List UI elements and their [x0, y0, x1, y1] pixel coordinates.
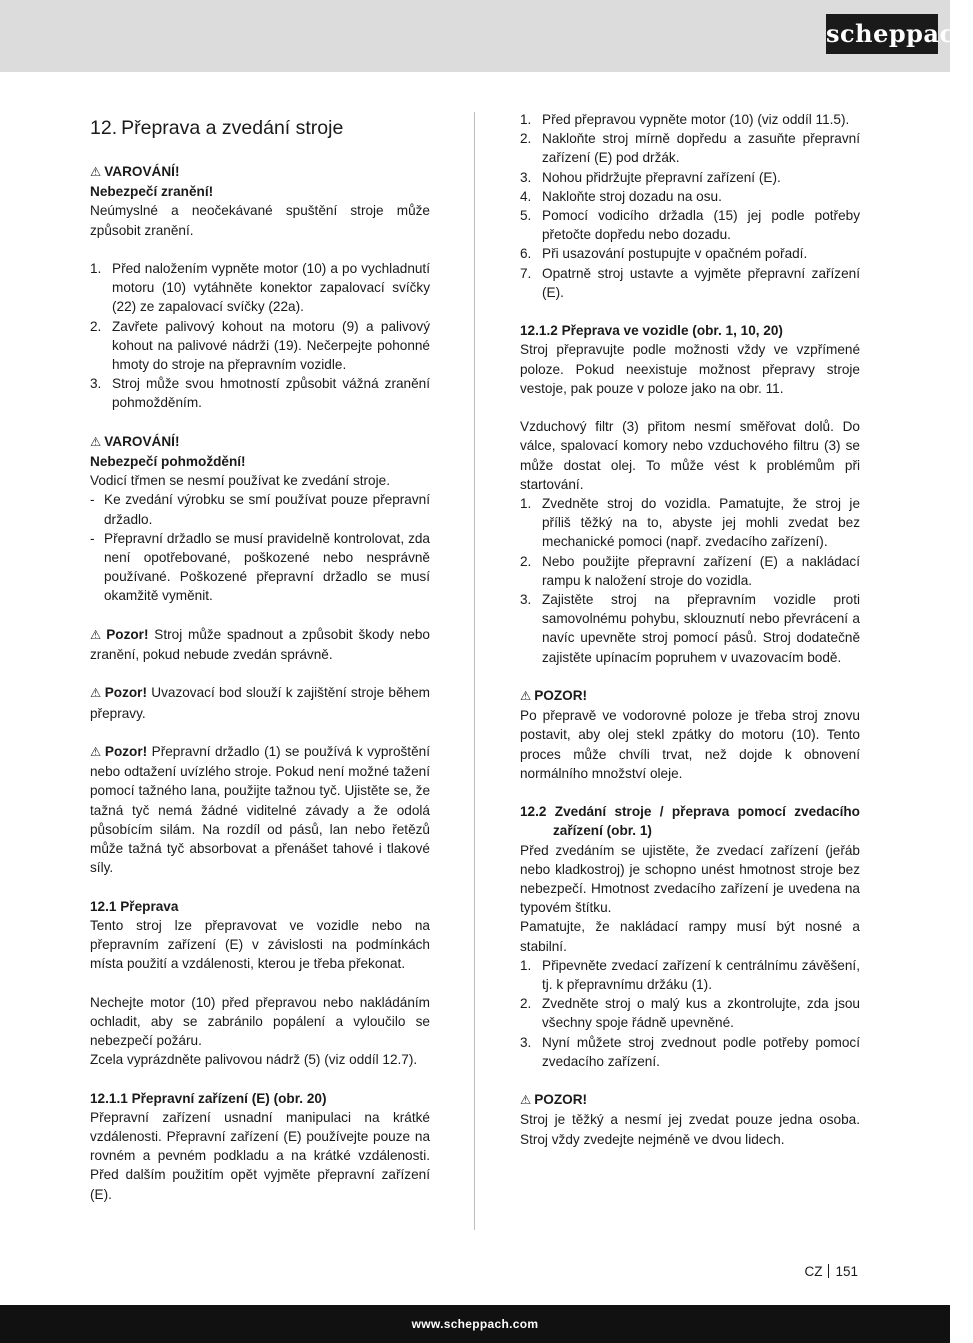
caution-heading: ⚠ POZOR! — [520, 688, 588, 704]
right-column — [520, 110, 860, 1149]
list-item: 1. Zvedněte stroj do vozidla. Pamatujte, že stroj je příliš těžký na to, abyste jej mohli zvedat bez mechanické pomoci (např. zvedacího zařízení). — [520, 496, 860, 550]
caution-note: ⚠ Pozor! Stroj může spadnout a způsobit škody nebo zranění, pokud nebude zvedán správně. — [90, 626, 430, 663]
warning-dash-list — [90, 490, 430, 605]
subsection-heading: 12.1.1 Přepravní zařízení (E) (obr. 20) — [90, 1090, 327, 1106]
list-item: 2. Nebo použijte přepravní zařízení (E) a nakládací rampu k naložení stroje do vozidla. — [520, 553, 860, 588]
list-item: 5. Pomocí vodicího držadla (15) jej podle potřeby přetočte dopředu nebo dozadu. — [520, 208, 860, 243]
list-item: 1. Před přepravou vypněte motor (10) (viz oddíl 11.5). — [520, 112, 850, 127]
warning-triangle-icon: ⚠ — [90, 686, 102, 701]
header-bar — [0, 0, 973, 72]
list-item: 7. Opatrně stroj ustavte a vyjměte přepravní zařízení (E). — [520, 265, 860, 300]
paragraph: Tento stroj lze přepravovat ve vozidle nebo na přepravním zařízení (E) v závislosti na podmínkách místa použití a vzdálenosti, kterou je třeba překonat. — [90, 917, 430, 972]
warning-subheading: Nebezpečí zranění! — [90, 184, 214, 200]
page-number-value: 151 — [835, 1264, 858, 1279]
subsection-heading: 12.2 Zvedání stroje / přeprava pomocí zvedacího zařízení (obr. 1) — [520, 804, 860, 839]
list-item: 3. Stroj může svou hmotností způsobit vážná zranění pohmožděním. — [90, 376, 430, 411]
vehicle-steps-list — [520, 494, 860, 667]
list-item: - Ke zvedání výrobku se smí používat pouze přepravní držadlo. — [90, 492, 430, 527]
list-item: 3. Nohou přidržujte přepravní zařízení (E). — [520, 169, 781, 185]
paragraph: Přepravní zařízení usnadní manipulaci na krátké vzdálenosti. Přepravní zařízení (E) používejte pouze na rovném a pevném podkladu a na krátké vzdálenosti. Před dalším použitím opět vyjměte přepravní zařízení (E). — [90, 1109, 430, 1202]
column-divider — [474, 112, 475, 1230]
list-item: 6. Při usazování postupujte v opačném pořadí. — [520, 246, 808, 262]
list-item: - Přepravní držadlo se musí pravidelně kontrolovat, zda není opotřebované, poškozené nebo nesprávně používané. Poškozené přepravní držadlo se musí okamžitě vyměnit. — [90, 530, 430, 604]
language-code: CZ — [804, 1264, 823, 1279]
list-item: 3. Zajistěte stroj na přepravním vozidle proti samovolnému pohybu, sklouznutí nebo převrácení a navíc upevněte stroj pomocí pásů. Stroj dodatečně zajistěte upínacím popruhem v uvazovacím bodě. — [520, 592, 860, 665]
caution-note: ⚠ Pozor! Přepravní držadlo (1) se používá k vyproštění nebo odtažení uvízlého stroje. Pokud není možné tažení pomocí tažného lana, použijte tažnou tyč. Ujistěte se, že tažná tyč nemá žádné viditelné závady a že odolá působícím silám. Na rozdíl od pásů, lan nebo řetězů může tažná tyč absorbovat a přenášet tahové i tlakové síly. — [90, 744, 430, 876]
paragraph: Stroj přepravujte podle možnosti vždy ve vzpřímené poloze. Pokud neexistuje možnost přepravy stroje vestoje, pak pouze v poloze jako na obr. 11. — [520, 342, 860, 396]
list-item: 2. Nakloňte stroj mírně dopředu a zasuňte přepravní zařízení (E) pod držák. — [520, 131, 860, 166]
warning-triangle-icon: ⚠ — [90, 745, 102, 760]
warning-triangle-icon: ⚠ — [90, 434, 102, 449]
paragraph: Nechejte motor (10) před přepravou nebo nakládáním ochladit, aby se zabránilo popálení a vyloučilo se nebezpečí požáru. — [90, 994, 430, 1049]
warning-heading: ⚠ VAROVÁNÍ! — [90, 164, 180, 179]
list-item: 3. Nyní můžete stroj zvednout podle potřeby pomocí zvedacího zařízení. — [520, 1034, 860, 1069]
subsection-heading: 12.1.2 Přeprava ve vozidle (obr. 1, 10, 20) — [520, 323, 783, 339]
paragraph: Před zvedáním se ujistěte, že zvedací zařízení (jeřáb nebo kladkostroj) je schopno unést hmotnost stroje bez nebezpečí. Hmotnost zvedacího zařízení je uvedena na typovém štítku. — [520, 842, 860, 916]
paragraph: Stroj je těžký a nesmí jej zvedat pouze jedna osoba. Stroj vždy zvedejte nejméně ve dvou lidech. — [520, 1112, 860, 1147]
list-item: 2. Zavřete palivový kohout na motoru (9) a palivový kohout na palivové nádrži (19). Nečerpejte pohonné hmoty do stroje na přepravním vozidle. — [90, 318, 430, 373]
paragraph: Po přepravě ve vodorovné poloze je třeba stroj znovu postavit, aby olej stekl zpátky do motoru (10). Tento proces může chvíli trvat, než dojde k obnovení normálního množství oleje. — [520, 708, 860, 781]
warning-triangle-icon: ⚠ — [90, 627, 104, 642]
warning-list — [90, 259, 430, 413]
section-title: 12. Přeprava a zvedání stroje — [90, 117, 344, 139]
warning-triangle-icon: ⚠ — [90, 165, 102, 179]
paragraph: Zcela vyprázdněte palivovou nádrž (5) (viz oddíl 12.7). — [90, 1052, 418, 1068]
caution-note: ⚠ Pozor! Uvazovací bod slouží k zajištění stroje během přepravy. — [90, 685, 430, 721]
warning-heading: ⚠ VAROVÁNÍ! — [90, 433, 180, 449]
left-column — [90, 110, 430, 1204]
warning-triangle-icon: ⚠ — [520, 689, 532, 704]
list-item: 1. Před naložením vypněte motor (10) a po vychladnutí motoru (10) vytáhněte konektor zapalovací svíčky (22) ze zapalovací svíčky (22a). — [90, 261, 430, 315]
scheppach-logo: scheppach — [826, 14, 938, 54]
warning-text: Vodicí třmen se nesmí používat ke zvedání stroje. — [90, 473, 390, 489]
page-number — [804, 1264, 858, 1279]
transport-steps-list — [520, 110, 860, 302]
warning-triangle-icon: ⚠ — [520, 1093, 532, 1108]
paragraph: Pamatujte, že nakládací rampy musí být nosné a stabilní. — [520, 919, 860, 954]
subsection-heading: 12.1 Přeprava — [90, 898, 179, 914]
warning-subheading: Nebezpečí pohmoždění! — [90, 454, 246, 470]
list-item: 4. Nakloňte stroj dozadu na osu. — [520, 188, 722, 204]
warning-text: Neúmyslné a neočekávané spuštění stroje může způsobit zranění. — [90, 203, 430, 238]
list-item: 2. Zvedněte stroj o malý kus a zkontrolujte, zda jsou všechny spoje řádně upevněné. — [520, 996, 860, 1031]
list-item: 1. Připevněte zvedací zařízení k centrálnímu závěšení, tj. k přepravnímu držáku (1). — [520, 957, 860, 993]
caution-heading: ⚠ POZOR! — [520, 1092, 588, 1108]
website-url: www.scheppach.com — [411, 1317, 539, 1331]
lifting-steps-list — [520, 956, 860, 1071]
paragraph: Vzduchový filtr (3) přitom nesmí směřovat dolů. Do válce, spalovací komory nebo vzduchového filtru (3) se může dostat olej. To může vést k problémům při startování. — [520, 419, 860, 492]
footer-bar — [0, 1305, 950, 1343]
separator — [828, 1264, 829, 1278]
